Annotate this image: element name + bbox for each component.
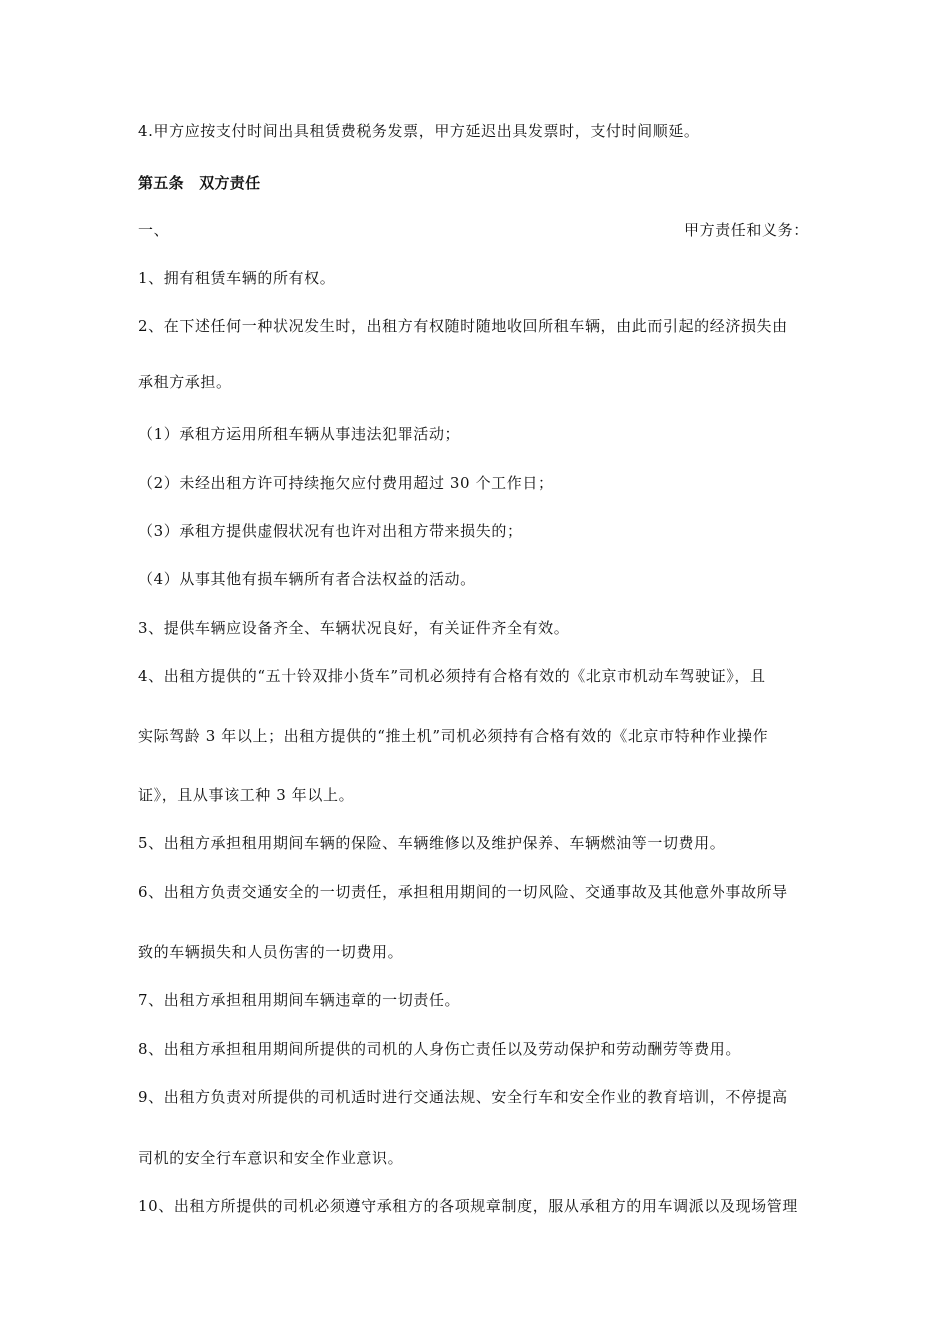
item-6-line-2: 致的车辆损失和人员伤害的一切费用。: [138, 943, 404, 961]
item-2-line-1: 2、在下述任何一种状况发生时，出租方有权随时随地收回所租车辆，由此而引起的经济损失由: [138, 317, 788, 335]
item-10-line-1: 10、出租方所提供的司机必须遵守承租方的各项规章制度，服从承租方的用车调派以及现场管理: [138, 1197, 798, 1215]
item-3: 3、提供车辆应设备齐全、车辆状况良好，有关证件齐全有效。: [138, 619, 570, 637]
item-5: 5、出租方承担租用期间车辆的保险、车辆维修以及维护保养、车辆燃油等一切费用。: [138, 834, 726, 852]
article-heading: 第五条 双方责任: [138, 174, 261, 192]
sub-item-1: （1）承租方运用所租车辆从事违法犯罪活动；: [138, 425, 461, 443]
sub-item-4: （4）从事其他有损车辆所有者合法权益的活动。: [138, 570, 476, 588]
sub-item-2: （2）未经出租方许可持续拖欠应付费用超过 30 个工作日；: [138, 474, 554, 492]
sub-item-3: （3）承租方提供虚假状况有也许对出租方带来损失的；: [138, 522, 523, 540]
item-7: 7、出租方承担租用期间车辆违章的一切责任。: [138, 991, 461, 1009]
item-4-line-2: 实际驾龄 3 年以上；出租方提供的“推土机”司机必须持有合格有效的《北京市特种作业操作: [138, 727, 769, 745]
item-2-line-2: 承租方承担。: [138, 373, 232, 391]
item-4-line-1: 4、出租方提供的“五十铃双排小货车”司机必须持有合格有效的《北京市机动车驾驶证》，且: [138, 667, 766, 685]
section-title: 甲方责任和义务：: [684, 221, 809, 239]
item-8: 8、出租方承担租用期间所提供的司机的人身伤亡责任以及劳动保护和劳动酬劳等费用。: [138, 1040, 741, 1058]
item-4-line-3: 证》，且从事该工种 3 年以上。: [138, 786, 355, 804]
section-number: 一、: [138, 221, 170, 239]
item-6-line-1: 6、出租方负责交通安全的一切责任，承担租用期间的一切风险、交通事故及其他意外事故所导: [138, 883, 788, 901]
item-9-line-2: 司机的安全行车意识和安全作业意识。: [138, 1149, 404, 1167]
paragraph-invoice-clause: 4.甲方应按支付时间出具租赁费税务发票，甲方延迟出具发票时，支付时间顺延。: [138, 122, 700, 140]
item-1: 1、拥有租赁车辆的所有权。: [138, 269, 336, 287]
item-9-line-1: 9、出租方负责对所提供的司机适时进行交通法规、安全行车和安全作业的教育培训，不停提高: [138, 1088, 788, 1106]
